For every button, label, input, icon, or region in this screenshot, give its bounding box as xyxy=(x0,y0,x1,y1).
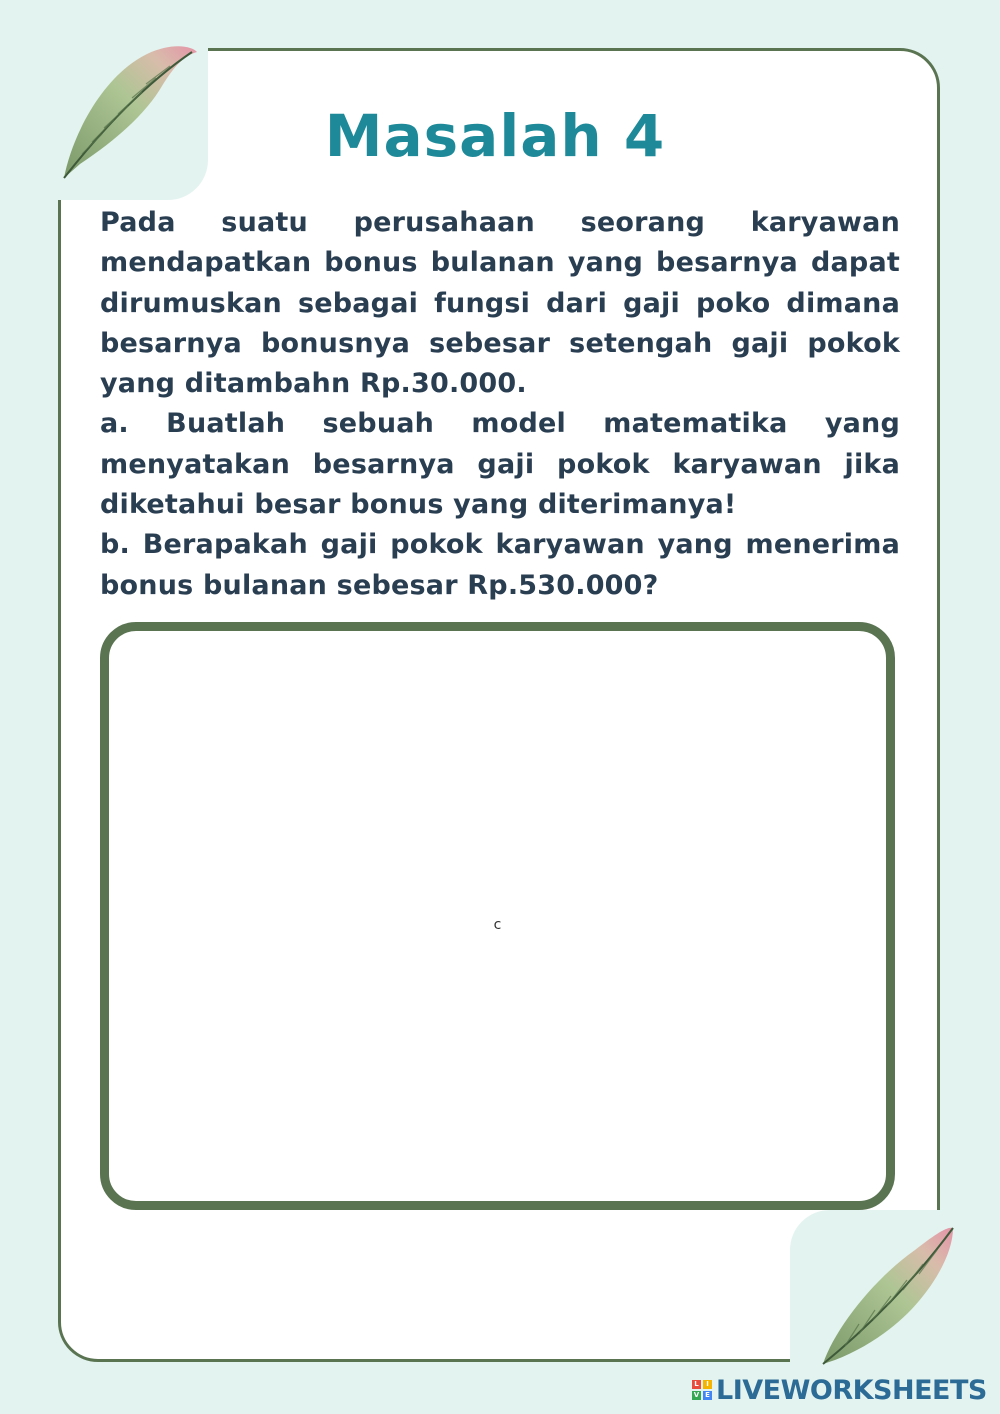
page-title: Masalah 4 xyxy=(324,102,666,170)
problem-intro: Pada suatu perusahaan seorang karyawan mendapatkan bonus bulanan yang besarnya dapat dirumuskan sebagai fungsi dari gaji poko dimana besarnya bonusnya sebesar setengah gaji pokok yang ditambahn Rp.30.000. xyxy=(100,207,900,400)
question-a: a. Buatlah sebuah model matematika yang menyatakan besarnya gaji pokok karyawan jika diketahui besar bonus yang diterimanya! xyxy=(100,408,900,521)
question-b: b. Berapakah gaji pokok karyawan yang menerima bonus bulanan sebesar Rp.530.000? xyxy=(100,529,900,601)
feather-leaf-icon xyxy=(815,1220,965,1370)
problem-statement xyxy=(100,203,900,606)
brand-logo xyxy=(692,1373,987,1407)
answer-input-box[interactable] xyxy=(100,622,895,1210)
answer-value: c xyxy=(493,917,502,933)
liveworksheets-logo-icon: L I V E xyxy=(692,1380,712,1400)
brand-name: LIVEWORKSHEETS xyxy=(716,1374,987,1406)
